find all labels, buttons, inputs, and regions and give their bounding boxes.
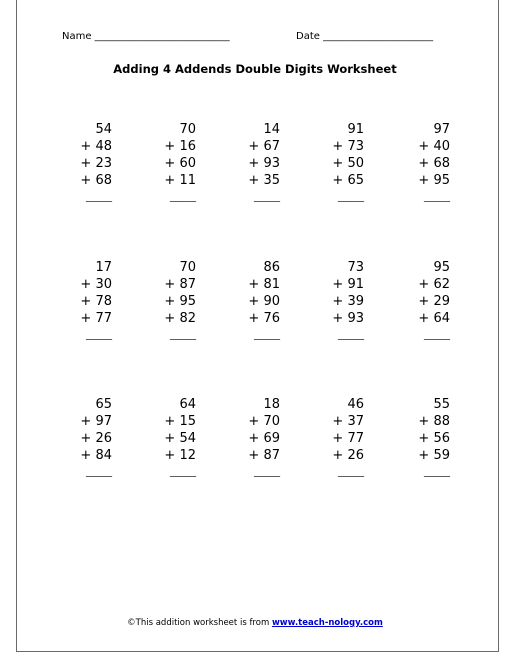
addend-line: + 15: [164, 414, 196, 429]
addend-line: + 50: [332, 156, 364, 171]
addition-problem: [136, 121, 196, 206]
addend-line: + 77: [80, 311, 112, 326]
addend-line: + 77: [332, 431, 364, 446]
addend-line: + 35: [248, 173, 280, 188]
date-field-label: Date ______________________: [296, 31, 434, 42]
addition-problem: [220, 121, 280, 206]
answer-blank[interactable]: ____: [424, 188, 450, 203]
addend-line: + 54: [164, 431, 196, 446]
addend-line: + 84: [80, 448, 112, 463]
answer-blank[interactable]: ____: [86, 188, 112, 203]
first-addend: 18: [263, 397, 280, 412]
addend-line: + 12: [164, 448, 196, 463]
addition-problem: [52, 259, 112, 344]
addend-line: + 40: [418, 139, 450, 154]
answer-blank[interactable]: ____: [86, 463, 112, 478]
addition-problem: [390, 396, 450, 481]
first-addend: 54: [95, 122, 112, 137]
addition-problem: [52, 121, 112, 206]
addend-line: + 69: [248, 431, 280, 446]
addend-line: + 11: [164, 173, 196, 188]
first-addend: 95: [433, 260, 450, 275]
addend-line: + 91: [332, 277, 364, 292]
addition-problem: [390, 259, 450, 344]
addend-line: + 78: [80, 294, 112, 309]
addend-line: + 26: [80, 431, 112, 446]
answer-blank[interactable]: ____: [338, 463, 364, 478]
footer-text: ©This addition worksheet is from: [127, 618, 272, 628]
addition-problem: [136, 259, 196, 344]
addend-line: + 26: [332, 448, 364, 463]
addend-line: + 97: [80, 414, 112, 429]
addition-problem: [220, 396, 280, 481]
footer-link[interactable]: www.teach-nology.com: [271, 618, 383, 628]
answer-blank[interactable]: ____: [254, 463, 280, 478]
addend-line: + 95: [164, 294, 196, 309]
addend-line: + 23: [80, 156, 112, 171]
addend-line: + 87: [164, 277, 196, 292]
addend-line: + 68: [418, 156, 450, 171]
answer-blank[interactable]: ____: [86, 326, 112, 341]
first-addend: 70: [179, 260, 196, 275]
first-addend: 65: [95, 397, 112, 412]
addend-line: + 90: [248, 294, 280, 309]
addend-line: + 95: [418, 173, 450, 188]
addend-line: + 76: [248, 311, 280, 326]
name-field-label: Name ___________________________: [62, 31, 230, 42]
answer-blank[interactable]: ____: [424, 326, 450, 341]
first-addend: 86: [263, 260, 280, 275]
answer-blank[interactable]: ____: [254, 188, 280, 203]
first-addend: 70: [179, 122, 196, 137]
addition-problem: [304, 396, 364, 481]
addend-line: + 59: [418, 448, 450, 463]
first-addend: 97: [433, 122, 450, 137]
footer-credit: [0, 618, 510, 628]
addition-problem: [136, 396, 196, 481]
addition-problem: [304, 259, 364, 344]
first-addend: 64: [179, 397, 196, 412]
addend-line: + 93: [332, 311, 364, 326]
addend-line: + 70: [248, 414, 280, 429]
answer-blank[interactable]: ____: [338, 326, 364, 341]
addend-line: + 68: [80, 173, 112, 188]
addend-line: + 56: [418, 431, 450, 446]
addition-problem: [220, 259, 280, 344]
addend-line: + 60: [164, 156, 196, 171]
answer-blank[interactable]: ____: [170, 326, 196, 341]
addend-line: + 48: [80, 139, 112, 154]
addend-line: + 93: [248, 156, 280, 171]
first-addend: 14: [263, 122, 280, 137]
addition-problem: [304, 121, 364, 206]
addend-line: + 16: [164, 139, 196, 154]
addend-line: + 87: [248, 448, 280, 463]
addend-line: + 30: [80, 277, 112, 292]
first-addend: 91: [347, 122, 364, 137]
addend-line: + 64: [418, 311, 450, 326]
first-addend: 55: [433, 397, 450, 412]
addend-line: + 65: [332, 173, 364, 188]
addend-line: + 73: [332, 139, 364, 154]
addend-line: + 39: [332, 294, 364, 309]
first-addend: 73: [347, 260, 364, 275]
answer-blank[interactable]: ____: [170, 463, 196, 478]
worksheet-title: Adding 4 Addends Double Digits Worksheet: [113, 62, 397, 76]
answer-blank[interactable]: ____: [254, 326, 280, 341]
addition-problem: [390, 121, 450, 206]
answer-blank[interactable]: ____: [338, 188, 364, 203]
addition-problem: [52, 396, 112, 481]
addend-line: + 81: [248, 277, 280, 292]
first-addend: 17: [95, 260, 112, 275]
answer-blank[interactable]: ____: [170, 188, 196, 203]
addend-line: + 62: [418, 277, 450, 292]
addend-line: + 29: [418, 294, 450, 309]
addend-line: + 82: [164, 311, 196, 326]
first-addend: 46: [347, 397, 364, 412]
answer-blank[interactable]: ____: [424, 463, 450, 478]
addend-line: + 37: [332, 414, 364, 429]
addend-line: + 88: [418, 414, 450, 429]
addend-line: + 67: [248, 139, 280, 154]
